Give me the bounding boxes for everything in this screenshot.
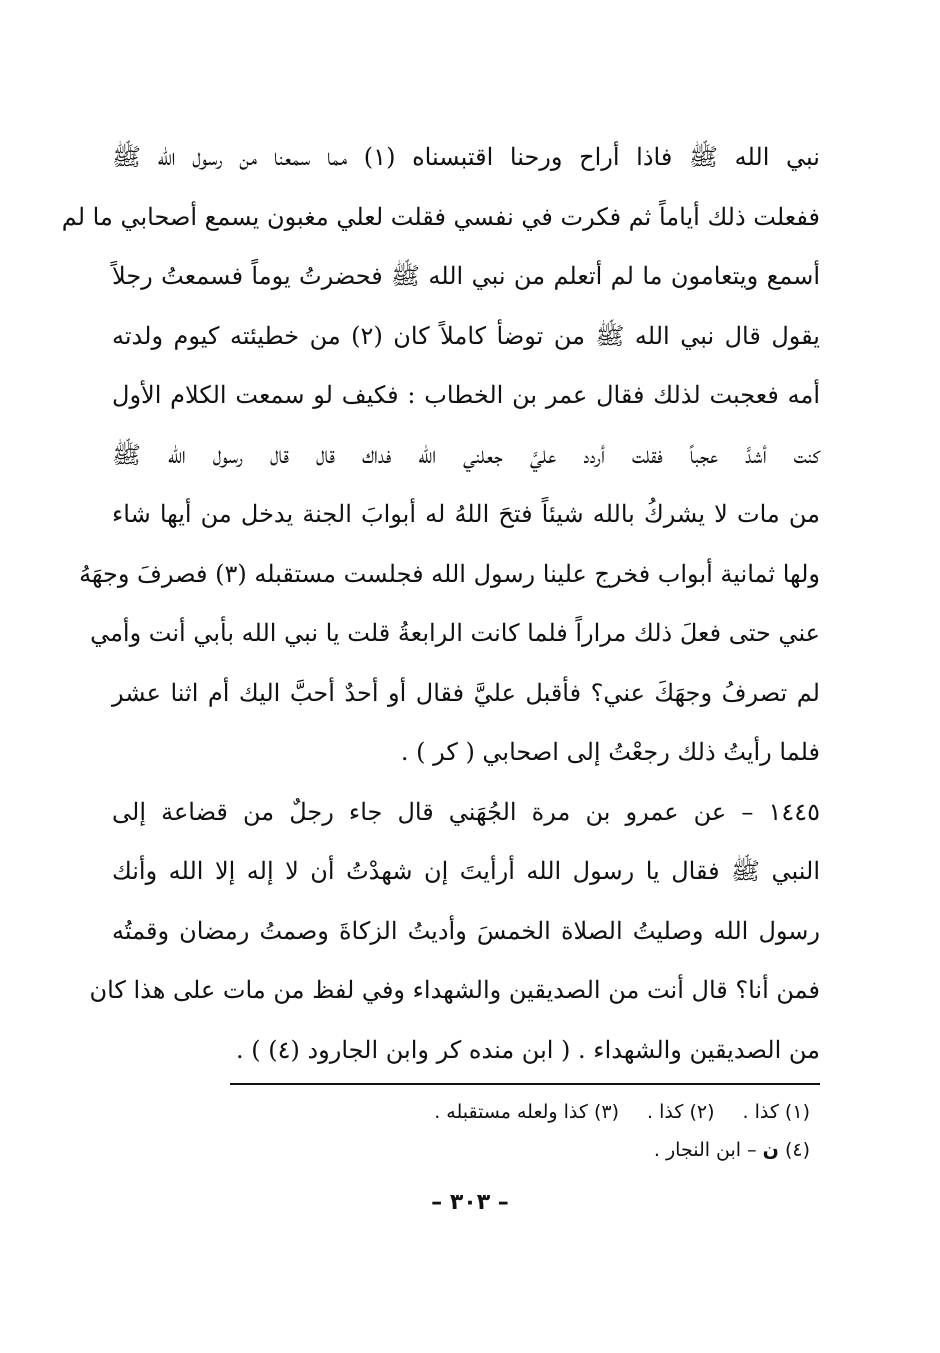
footnote-3: (٣) كذا ولعله مستقبله . — [434, 1101, 620, 1123]
footnote-4-number: (٤) — [784, 1139, 810, 1161]
footnote-1: (١) كذا . — [742, 1101, 810, 1123]
footnotes-block — [230, 1093, 810, 1169]
text-line: فمن أنا؟ قال أنت من الصديقين والشهداء وفي لفظ من مات على هذا كان — [89, 976, 820, 1004]
footnote-2: (٢) كذا . — [647, 1101, 715, 1123]
text-line: ولها ثمانية أبواب فخرج علينا رسول الله فجلست مستقبله (٣) فصرفَ وجهَهُ — [79, 559, 820, 588]
text-line: نبي الله ﷺ فاذا أراح ورحنا اقتبسناه (١) مما سمعنا من رسول الله ﷺ — [112, 143, 820, 171]
text-line: أمه فعجبت لذلك فقال عمر بن الخطاب : فكيف لو سمعت الكلام الأول — [112, 381, 820, 409]
main-text-block — [61, 128, 820, 1080]
footnote-row — [230, 1131, 810, 1169]
text-line: فلما رأيتُ ذلك رجعْتُ إلى اصحابي ( كر ) . — [400, 738, 820, 766]
text-line: من الصديقين والشهداء . ( ابن منده كر وابن الجارود (٤) ) . — [235, 1035, 820, 1064]
text-line: يقول قال نبي الله ﷺ من توضأ كاملاً كان (٢) من خطيئته كيوم ولدته — [112, 321, 820, 350]
text-line: من مات لا يشركُ بالله شيئاً فتحَ اللهُ له أبوابَ الجنة يدخل من أيها شاء — [112, 500, 820, 528]
page-number: – ٣٠٣ – — [431, 1190, 509, 1215]
text-line: كنت أشدَّ عجباً فقلت أردد عليَّ جعلني الله فداك قال قال رسول الله ﷺ — [112, 440, 820, 469]
text-line: ففعلت ذلك أياماً ثم فكرت في نفسي فقلت لعلي مغبون يسمع أصحابي ما لم — [61, 202, 820, 231]
hadith-heading-line: ١٤٤٥ – عن عمرو بن مرة الجُهَني قال جاء رجلٌ من قضاعة إلى — [112, 797, 820, 826]
text-line: عني حتى فعلَ ذلك مراراً فلما كانت الرابعةُ قلت يا نبي الله بأبي أنت وأمي — [90, 619, 820, 647]
footnote-4-source-letter: ن — [762, 1139, 779, 1161]
text-line: لم تصرفُ وجهَكَ عني؟ فأقبل عليَّ فقال أو أحدٌ أحبَّ اليك أم اثنا عشر — [112, 678, 820, 707]
footnote-4-text: – ابن النجار . — [653, 1139, 757, 1161]
text-line: النبي ﷺ فقال يا رسول الله أرأيتَ إن شهدْتُ أن لا إله إلا الله وأنك — [112, 857, 820, 885]
text-line: رسول الله وصليتُ الصلاة الخمسَ وأديتُ الزكاةَ وصمتُ رمضان وقمتُه — [112, 916, 820, 945]
footnote-row — [230, 1093, 810, 1131]
footnote-divider — [230, 1083, 820, 1085]
text-line: أسمع ويتعامون ما لم أتعلم من نبي الله ﷺ فحضرتُ يوماً فسمعتُ رجلاً — [112, 262, 820, 290]
